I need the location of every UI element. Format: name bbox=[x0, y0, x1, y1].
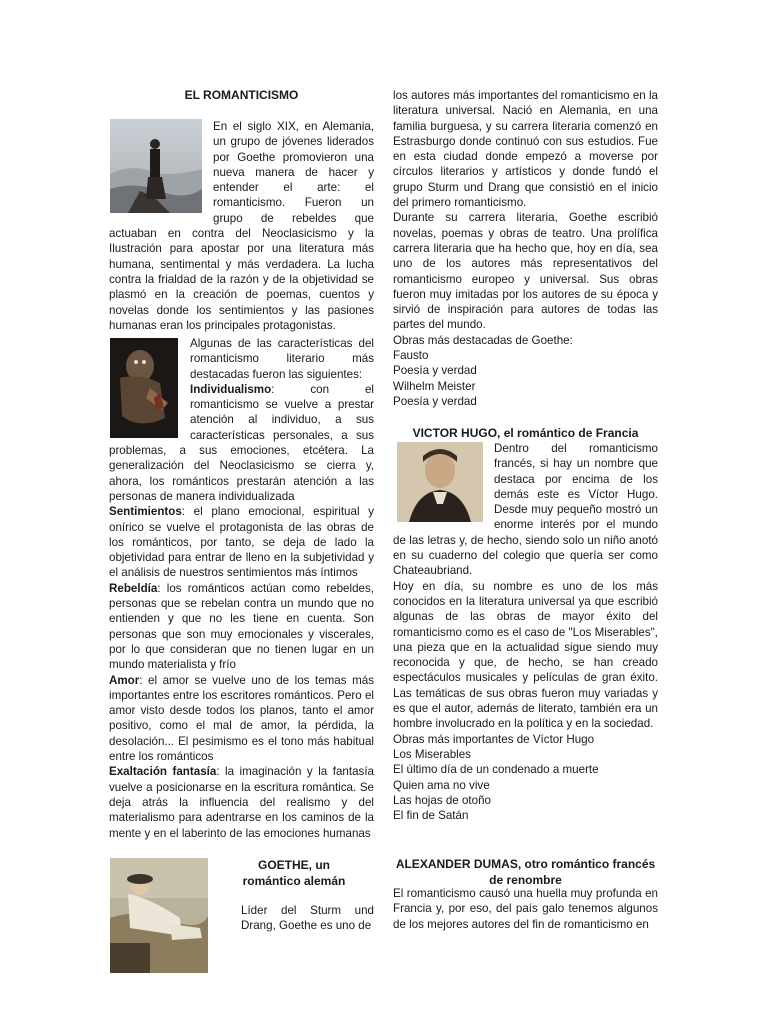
goethe-work: Fausto bbox=[393, 349, 429, 363]
feature-rebeldia bbox=[109, 581, 374, 673]
hugo-intro: Dentro del romanticismo francés, si hay un nombre que destaca por encima de los demás este es Víctor Hugo. Desde muy pequeño mostró un enorme interés por el mundo de las letras y, de hecho, siendo solo un niño anotó en su cuaderno del colegio que quería ser como Chateaubriand. bbox=[393, 442, 658, 578]
hugo-title: VICTOR HUGO, el romántico de Francia bbox=[412, 426, 639, 440]
dumas-title: ALEXANDER DUMAS, otro romántico francés de renombre bbox=[395, 857, 656, 887]
feature-term: Amor bbox=[109, 673, 140, 687]
hugo-block bbox=[393, 441, 658, 823]
feature-text: : los románticos actúan como rebeldes, personas que se rebelan contra un mundo que no entienden y que no les tiene en cuenta. Son personas que son muy emocionales y viscerales, por lo que consideran que no tienen lugar en un mundo materialista y frío bbox=[109, 581, 374, 672]
features-block bbox=[109, 336, 374, 841]
feature-text: : el amor se vuelve uno de los temas más importantes entre los escritores románticos. Pero el amor visto desde todos los planos, tanto el amor positivo, como el mal de amor, la pérdida, la desolación... El pesimismo es el tono más habitual entre los románticos bbox=[109, 673, 374, 764]
right-column bbox=[393, 88, 658, 409]
page-title: EL ROMANTICISMO bbox=[184, 88, 299, 102]
feature-amor bbox=[109, 673, 374, 765]
feature-text: : la imaginación y la fantasía vuelve a posicionarse en la escritura romántica. Se deja atrás la influencia del realismo y del materialismo para adentrarse en los caminos de la mente y en el laberinto de las emociones humanas bbox=[109, 765, 374, 840]
goethe-painting-image bbox=[110, 858, 208, 973]
dumas-text: El romanticismo causó una huella muy profunda en Francia y, por eso, del país galo tenemos algunos de los mejores autores del fin de romanticismo en bbox=[393, 887, 658, 931]
features-intro: Algunas de las características del romanticismo literario más destacadas fueron las siguientes: bbox=[190, 337, 374, 381]
hugo-work: Quien ama no vive bbox=[393, 778, 490, 792]
hugo-text: Hoy en día, su nombre es uno de los más conocidos en la literatura universal ya que escribió algunas de las obras de mayor éxito del romanticismo como es el caso de "Los Miserables", una pieza que en la actualidad sigue siendo muy reconocida y que, de hecho, se han creado espectáculos musicales y películas de gran éxito. Las temáticas de sus obras fueron muy variadas y es que el autor, además de literato, también era un hombre involucrado en la política y en la sociedad. bbox=[393, 579, 658, 731]
hugo-works-heading: Obras más importantes de Víctor Hugo bbox=[393, 732, 595, 746]
hugo-work: Los Miserables bbox=[393, 747, 471, 761]
goethe-career: Durante su carrera literaria, Goethe escribió novelas, poemas y obras de teatro. Una prolífica carrera literaria que ha hecho que, hoy en día, sea uno de los autores más representativos del romanticismo europeo y universal. Sus obras fueron muy imitadas por los autores de su época y sirvió de inspiración para autores de todas las partes del mundo. bbox=[393, 211, 658, 332]
goethe-work: Poesía y verdad bbox=[393, 364, 477, 378]
goethe-title: GOETHE, un romántico alemán bbox=[242, 858, 346, 888]
feature-term: Individualismo bbox=[190, 382, 272, 396]
goethe-bio: los autores más importantes del romanticismo en la literatura universal. Nació en Alemania, en una familia burguesa, y su carrera literaria comenzó en Estrasburgo donde continuó con sus estudios. Fue en esta ciudad donde empezó a moverse por círculos literarios y artísticos y donde fundó el grupo Sturm und Drang que consistió en el inicio del primero romanticismo. bbox=[393, 89, 658, 210]
hugo-work: Las hojas de otoño bbox=[393, 793, 491, 807]
hugo-work: El fin de Satán bbox=[393, 809, 469, 823]
goethe-work: Wilhelm Meister bbox=[393, 379, 476, 393]
feature-term: Sentimientos bbox=[109, 505, 182, 519]
feature-term: Exaltación fantasía bbox=[109, 765, 217, 779]
intro-paragraph-text: En el siglo XIX, en Alemania, un grupo de jóvenes liderados por Goethe promovieron una nueva manera de hacer y entender el arte: el romanticismo. Fueron un grupo de rebeldes que actuaban en contra del Neoclasicismo y la Ilustración para apostar por una literatura más humana, sentimental y más verdadera. La lucha contra la frialdad de la razón y de la objetividad se plasmó en la creación de poemas, cuentos y novelas donde los sentimientos y las pasiones humanas eran los principales protagonistas. bbox=[109, 120, 374, 332]
feature-text: : el plano emocional, espiritual y onírico se vuelve el protagonista de las obras de los románticos, por tanto, se deja de lado la objetividad para entrar de lleno en la subjetividad y el análisis de nuestros sentimientos más íntimos bbox=[109, 505, 374, 580]
goethe-work: Poesía y verdad bbox=[393, 394, 477, 408]
feature-sentimientos bbox=[109, 504, 374, 580]
feature-fantasia bbox=[109, 764, 374, 840]
intro-block bbox=[109, 119, 374, 333]
goethe-works-heading: Obras más destacadas de Goethe: bbox=[393, 333, 573, 347]
feature-term: Rebeldía bbox=[109, 581, 158, 595]
hugo-work: El último día de un condenado a muerte bbox=[393, 763, 599, 777]
feature-text: : con el romanticismo se vuelve a prestar atención al individuo, a sus características personales, a sus problemas, a sus emociones, etcétera. La generalización del Neoclasicismo se cierra y, ahora, los románticos prestarán atención a las personas de manera individualizada bbox=[109, 382, 374, 503]
goethe-text: Líder del Sturm und Drang, Goethe es uno de bbox=[241, 904, 374, 933]
